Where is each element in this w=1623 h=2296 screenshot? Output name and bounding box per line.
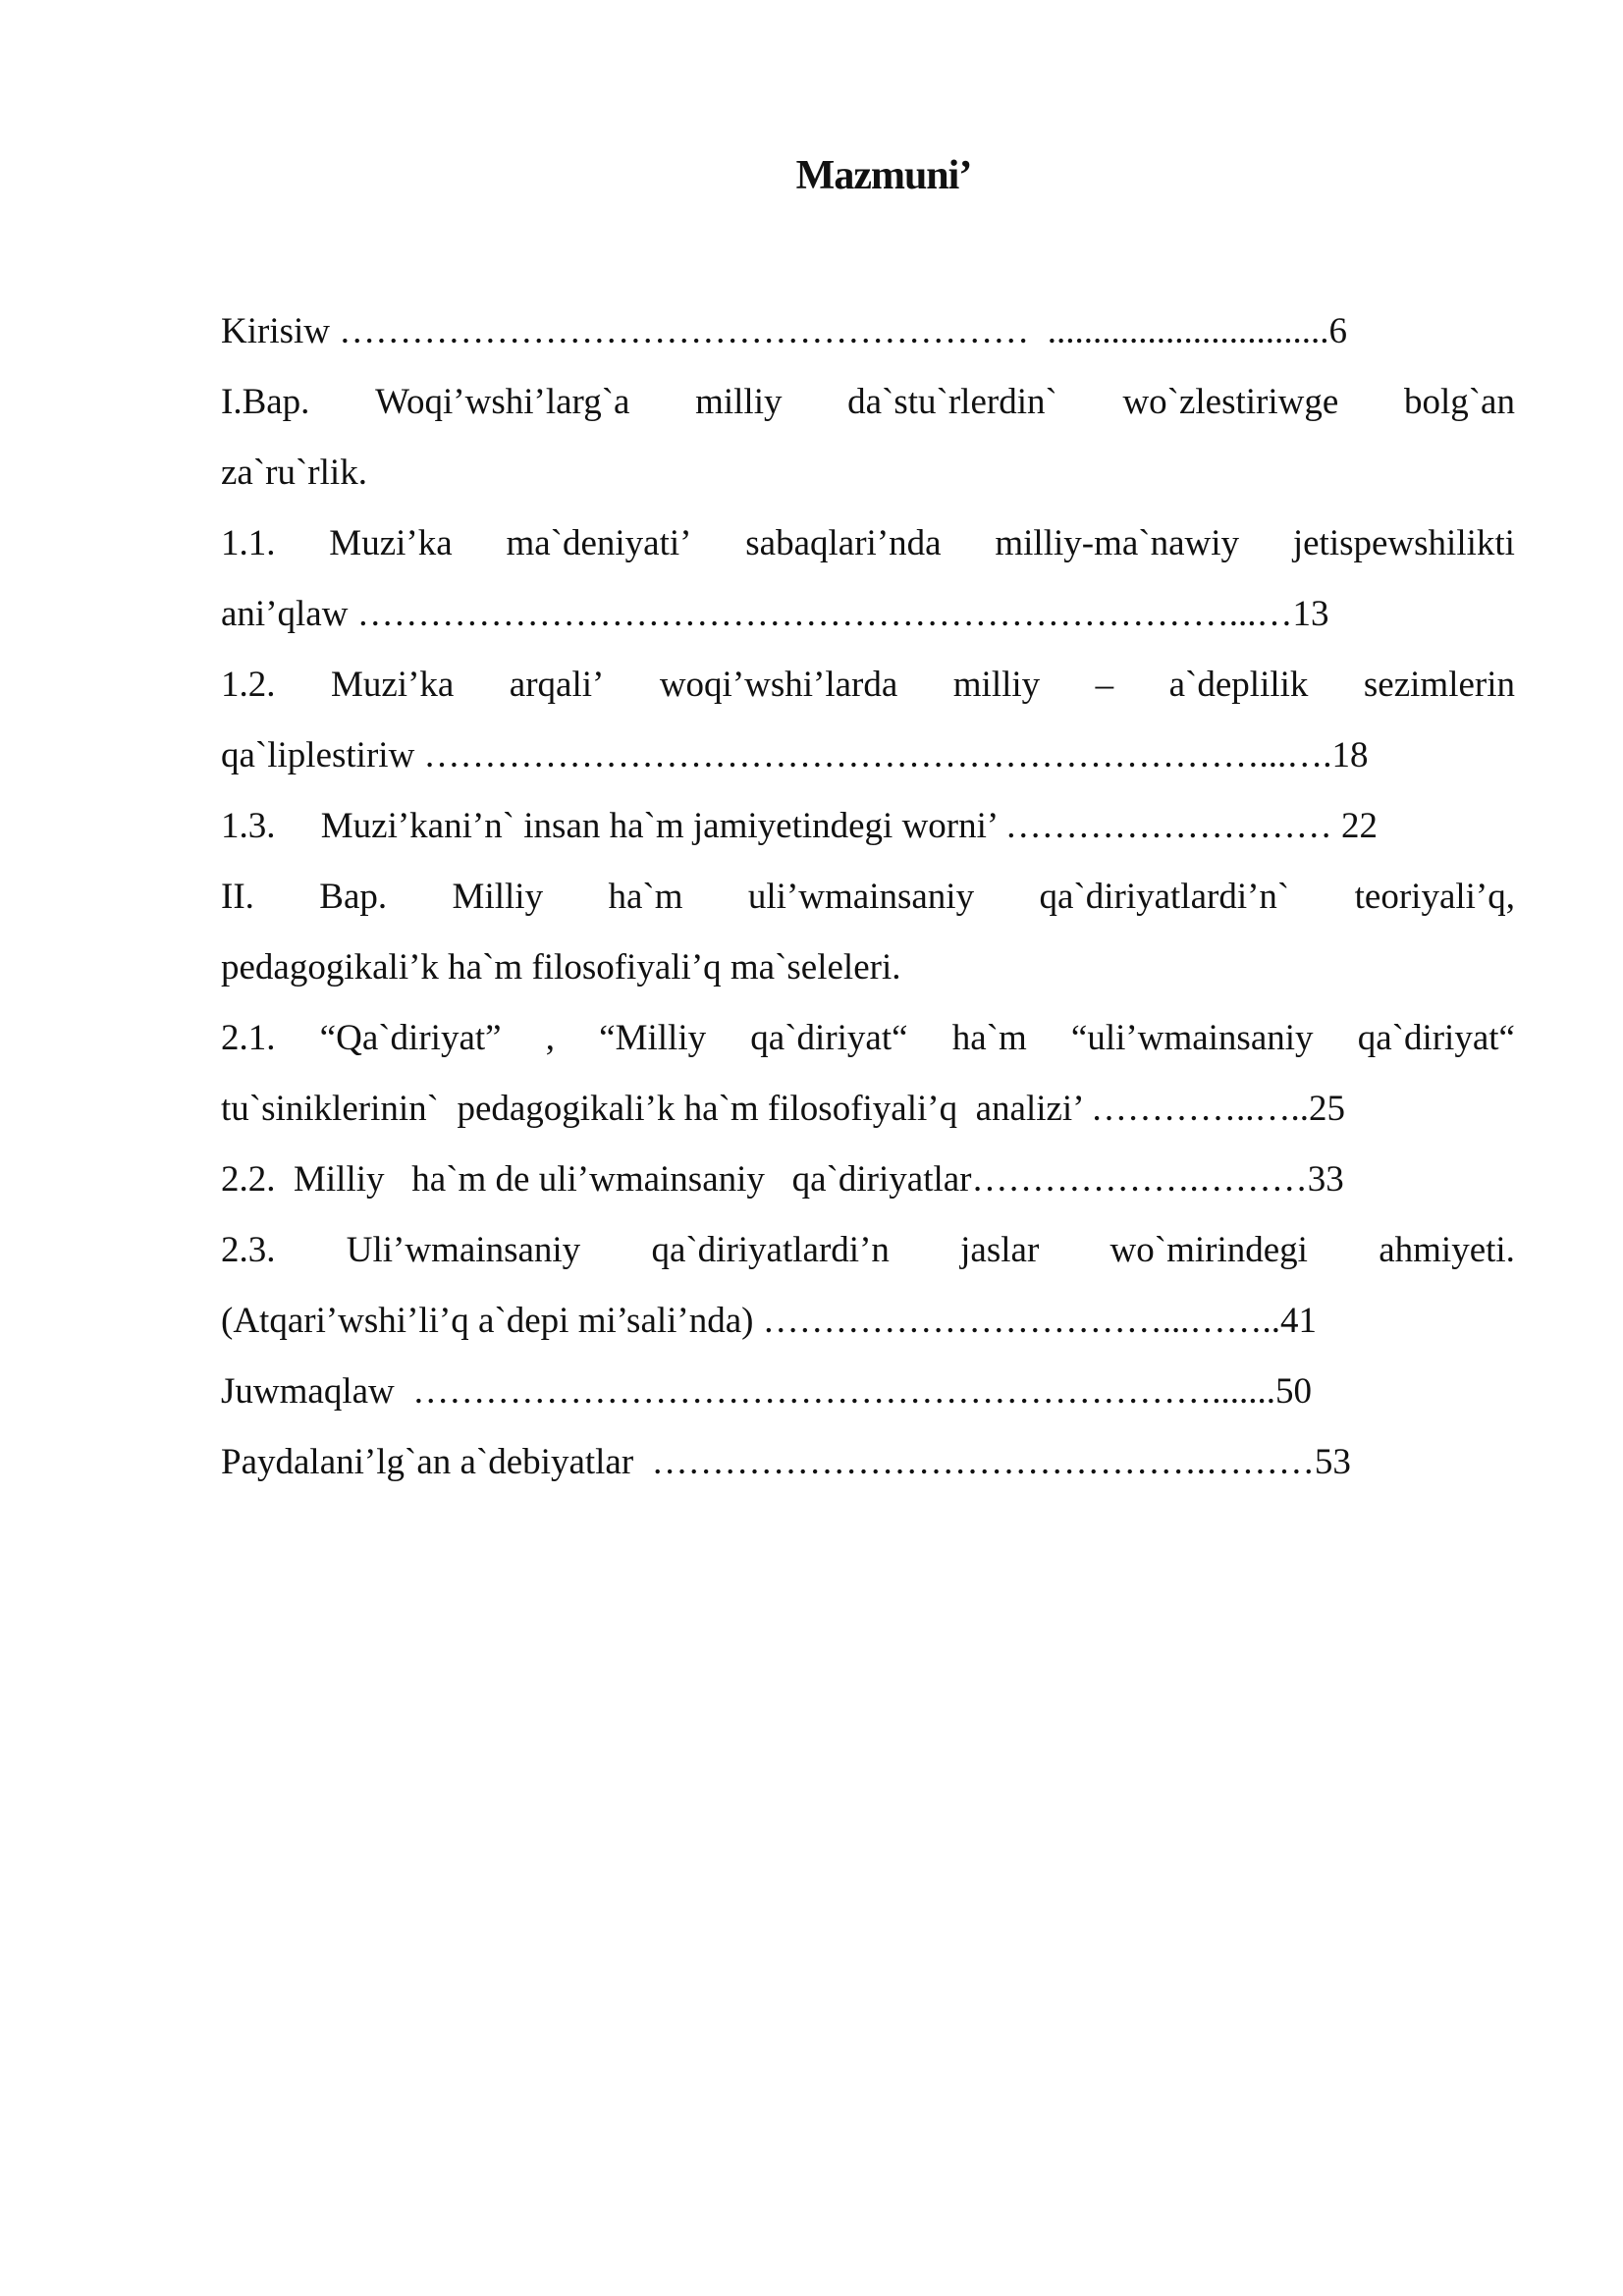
- toc-word: jetispewshilikti: [1292, 523, 1515, 563]
- toc-word: 1.2.: [221, 665, 276, 705]
- toc-entry-2-3: [221, 1215, 1515, 1286]
- toc-word: ahmiyeti.: [1379, 1230, 1515, 1270]
- toc-word: sabaqlari’nda: [745, 523, 942, 563]
- toc-entry-1-2-cont: qa`liplestiriw ……………………………………………………………...….18: [221, 735, 1369, 775]
- toc-word: 1.1.: [221, 523, 276, 563]
- toc-entry-2-1-cont: tu`siniklerinin` pedagogikali’k ha`m filosofiyali’q analizi’ …………..…..25: [221, 1089, 1346, 1129]
- toc-word: jaslar: [960, 1230, 1040, 1270]
- table-of-contents: [221, 296, 1515, 1498]
- toc-word: –: [1095, 665, 1114, 705]
- toc-word: milliy-ma`nawiy: [995, 523, 1240, 563]
- toc-word: da`stu`rlerdin`: [847, 382, 1057, 422]
- toc-entry-1-1: [221, 508, 1515, 579]
- toc-word: qa`diriyat“: [1357, 1018, 1515, 1058]
- toc-word: Muzi’ka: [329, 523, 453, 563]
- toc-word: sezimlerin: [1363, 665, 1515, 705]
- toc-word: Milliy: [452, 877, 544, 917]
- toc-word: qa`diriyat“: [750, 1018, 908, 1058]
- toc-entry-chapter-1-cont: za`ru`rlik.: [221, 453, 367, 493]
- toc-word: milliy: [695, 382, 783, 422]
- page-title: Mazmuni’: [795, 153, 972, 198]
- toc-entry-2-1: [221, 1003, 1515, 1074]
- toc-word: arqali’: [509, 665, 605, 705]
- toc-word: woqi’wshi’larda: [659, 665, 898, 705]
- toc-word: qa`diriyatlardi’n`: [1039, 877, 1290, 917]
- toc-entry-juwmaqlaw: Juwmaqlaw ………………………………………………………….......50: [221, 1371, 1312, 1412]
- toc-word: 2.1.: [221, 1018, 276, 1058]
- toc-word: “Qa`diriyat”: [319, 1018, 502, 1058]
- toc-word: I.Bap.: [221, 382, 310, 422]
- toc-entry-kirisiw: Kirisiw ………………………………………………… ...............................6: [221, 311, 1347, 351]
- toc-word: ma`deniyati’: [506, 523, 692, 563]
- toc-word: 2.3.: [221, 1230, 276, 1270]
- toc-word: “uli’wmainsaniy: [1070, 1018, 1314, 1058]
- toc-word: II.: [221, 877, 254, 917]
- toc-word: Woqi’wshi’larg`a: [375, 382, 630, 422]
- toc-word: “Milliy: [599, 1018, 707, 1058]
- toc-word: ha`m: [608, 877, 683, 917]
- toc-word: bolg`an: [1403, 382, 1515, 422]
- toc-entry-2-2: 2.2. Milliy ha`m de uli’wmainsaniy qa`diriyatlar……………….………33: [221, 1159, 1344, 1200]
- toc-word: wo`zlestiriwge: [1122, 382, 1339, 422]
- toc-entry-chapter-2: [221, 862, 1515, 933]
- toc-entry-chapter-2-cont: pedagogikali’k ha`m filosofiyali’q ma`seleleri.: [221, 947, 901, 988]
- toc-entry-1-3: 1.3. Muzi’kani’n` insan ha`m jamiyetindegi worni’ ……………………… 22: [221, 806, 1378, 846]
- toc-word: ha`m: [951, 1018, 1027, 1058]
- toc-word: a`deplilik: [1168, 665, 1309, 705]
- toc-word: Muzi’ka: [330, 665, 455, 705]
- toc-entry-references: Paydalani’lg`an a`debiyatlar ……………………………………….………53: [221, 1442, 1351, 1482]
- toc-entry-1-2: [221, 650, 1515, 721]
- toc-word: uli’wmainsaniy: [747, 877, 975, 917]
- toc-word: Uli’wmainsaniy: [346, 1230, 581, 1270]
- toc-word: ,: [545, 1018, 555, 1058]
- toc-word: milliy: [952, 665, 1041, 705]
- toc-entry-2-3-cont: (Atqari’wshi’li’q a`depi mi’sali’nda) ……………………………...……..41: [221, 1301, 1317, 1341]
- toc-word: qa`diriyatlardi’n: [651, 1230, 890, 1270]
- toc-entry-chapter-1: [221, 367, 1515, 438]
- toc-word: teoriyali’q,: [1354, 877, 1515, 917]
- toc-entry-1-1-cont: ani’qlaw ………………………………………………………………...…13: [221, 594, 1329, 634]
- toc-word: Bap.: [319, 877, 388, 917]
- toc-word: wo`mirindegi: [1109, 1230, 1308, 1270]
